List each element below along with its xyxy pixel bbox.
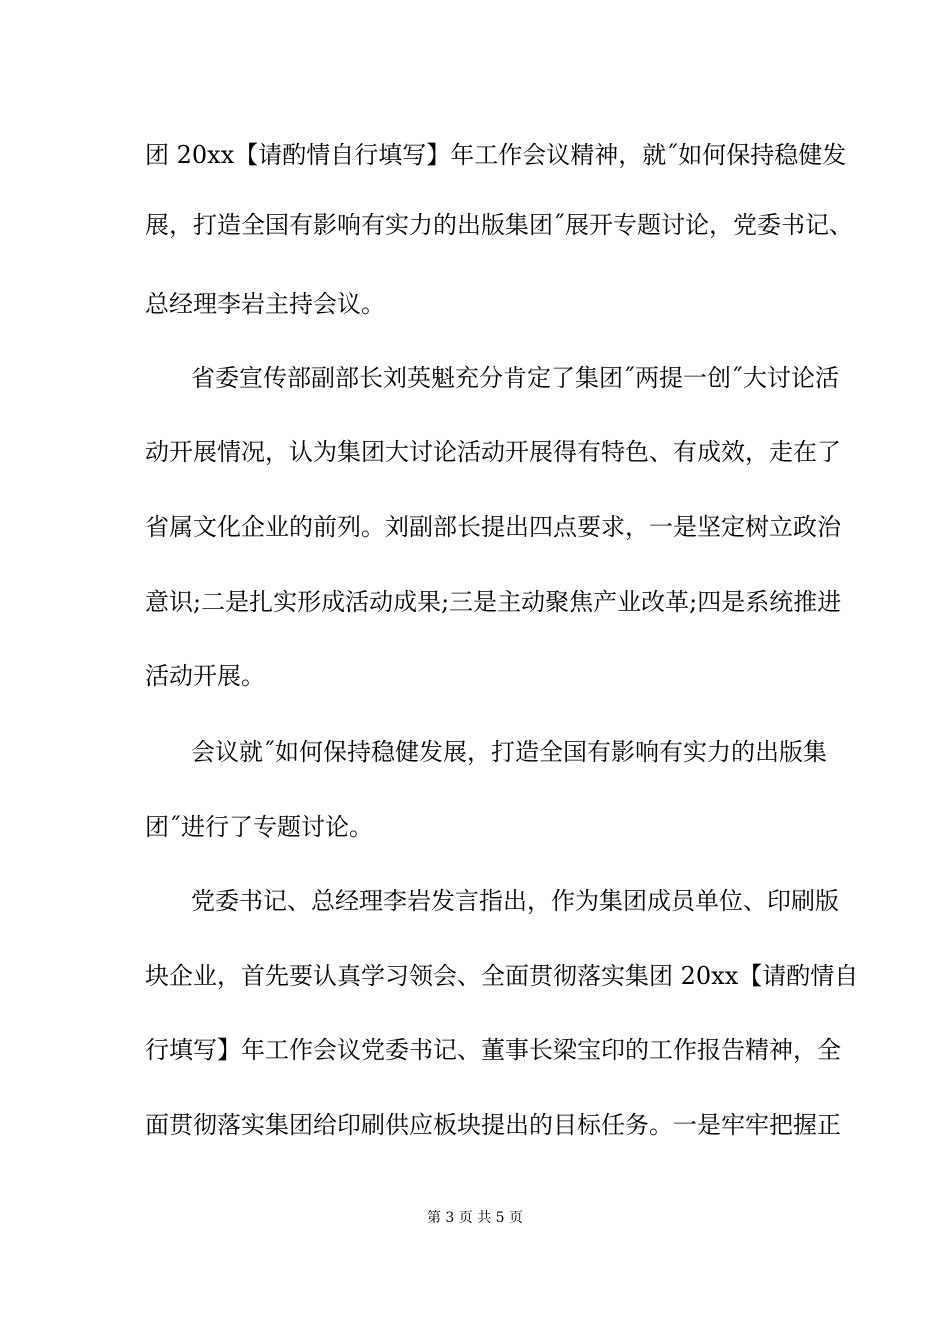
text-line: 面贯彻落实集团给印刷供应板块提出的目标任务。一是牢牢把握正 bbox=[145, 1111, 841, 1139]
text-line: 总经理李岩主持会议。 bbox=[145, 290, 385, 318]
text-line: 块企业，首先要认真学习领会、全面贯彻落实集团 20xx【请酌情自 bbox=[145, 962, 859, 990]
paragraph-first-line: 省委宣传部副部长刘英魁充分肯定了集团˝两提一创˝大讨论活 bbox=[191, 364, 839, 392]
text-line: 团 20xx【请酌情自行填写】年工作会议精神，就˝如何保持稳健发 bbox=[145, 141, 847, 169]
text-line: 动开展情况，认为集团大讨论活动开展得有特色、有成效，走在了 bbox=[145, 438, 841, 466]
text-line: 行填写】年工作会议党委书记、董事长梁宝印的工作报告精神，全 bbox=[145, 1036, 841, 1064]
paragraph-first-line: 会议就˝如何保持稳健发展，打造全国有影响有实力的出版集 bbox=[191, 738, 827, 766]
text-line: 展，打造全国有影响有实力的出版集团˝展开专题讨论，党委书记、 bbox=[145, 211, 853, 239]
paragraph-first-line: 党委书记、总经理李岩发言指出，作为集团成员单位、印刷版 bbox=[191, 887, 839, 915]
text-line: 团˝进行了专题讨论。 bbox=[145, 813, 373, 841]
text-line: 活动开展。 bbox=[145, 662, 265, 690]
text-line: 省属文化企业的前列。刘副部长提出四点要求，一是坚定树立政治 bbox=[145, 513, 841, 541]
page-number-footer: 第 3 页 共 5 页 bbox=[426, 1210, 524, 1226]
text-line: 意识;二是扎实形成活动成果;三是主动聚焦产业改革;四是系统推进 bbox=[145, 588, 842, 616]
